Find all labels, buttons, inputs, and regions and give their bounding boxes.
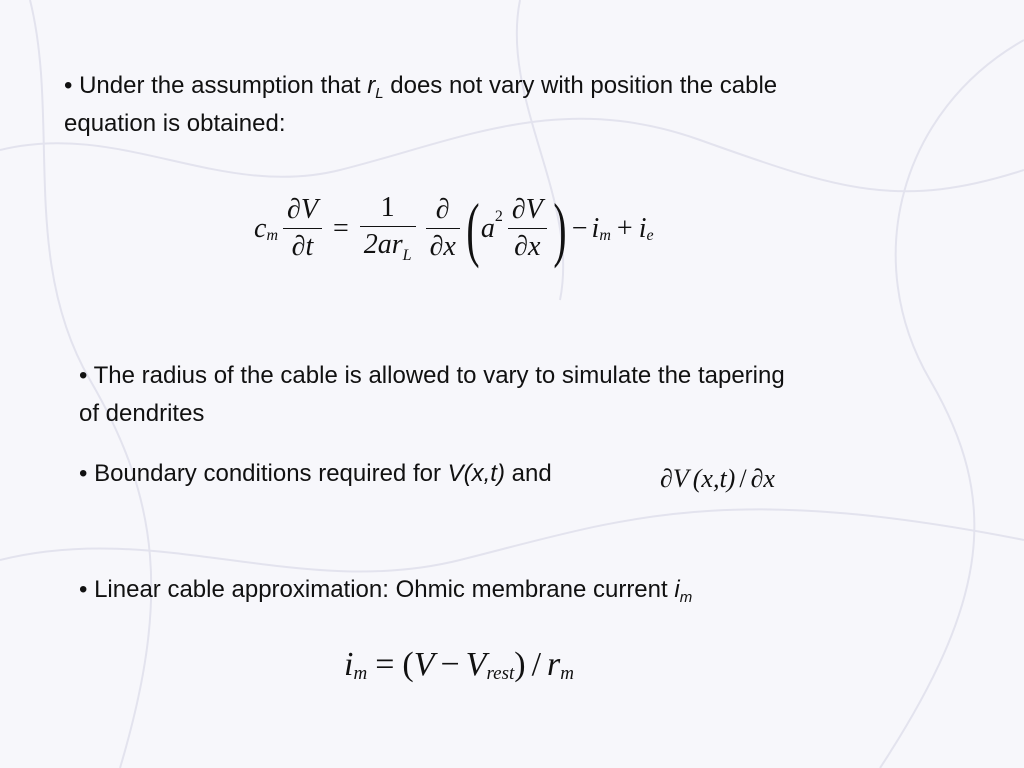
bullet-1: • Under the assumption that $r_L$ does not vary with position the cable equation is obtained:	[64, 72, 778, 137]
fraction-dV-dx: $\frac{\partial V}{\partial x}$	[508, 192, 547, 265]
bullet-2: • The radius of the cable is allowed to vary to simulate the tapering of dendrites	[79, 362, 785, 427]
fraction-one-over-2arL: $\frac{1}{2ar_L}$	[360, 190, 416, 267]
cable-equation: c m $\frac{\partial V}{\partial t}$ = $\frac{1}{2ar_L}$ $\frac{\partial}{\partial x}$ ( a 2 $\frac{\partial V}{\partial x}$ ) − i m + i e	[254, 188, 654, 269]
fraction-d-dx: $\frac{\partial}{\partial x}$	[426, 192, 460, 265]
ohmic-current-equation: i m = ( V − V rest ) / r m	[344, 646, 574, 684]
boundary-derivative: ∂ V (x,t) / ∂x	[660, 464, 775, 493]
fraction-dV-dt: $\frac{\partial V}{\partial t}$	[283, 192, 322, 265]
bullet-4: • Linear cable approximation: Ohmic membrane current $i_m$	[79, 576, 693, 606]
bullet-3: • Boundary conditions required for V(x,t) and	[79, 460, 552, 487]
